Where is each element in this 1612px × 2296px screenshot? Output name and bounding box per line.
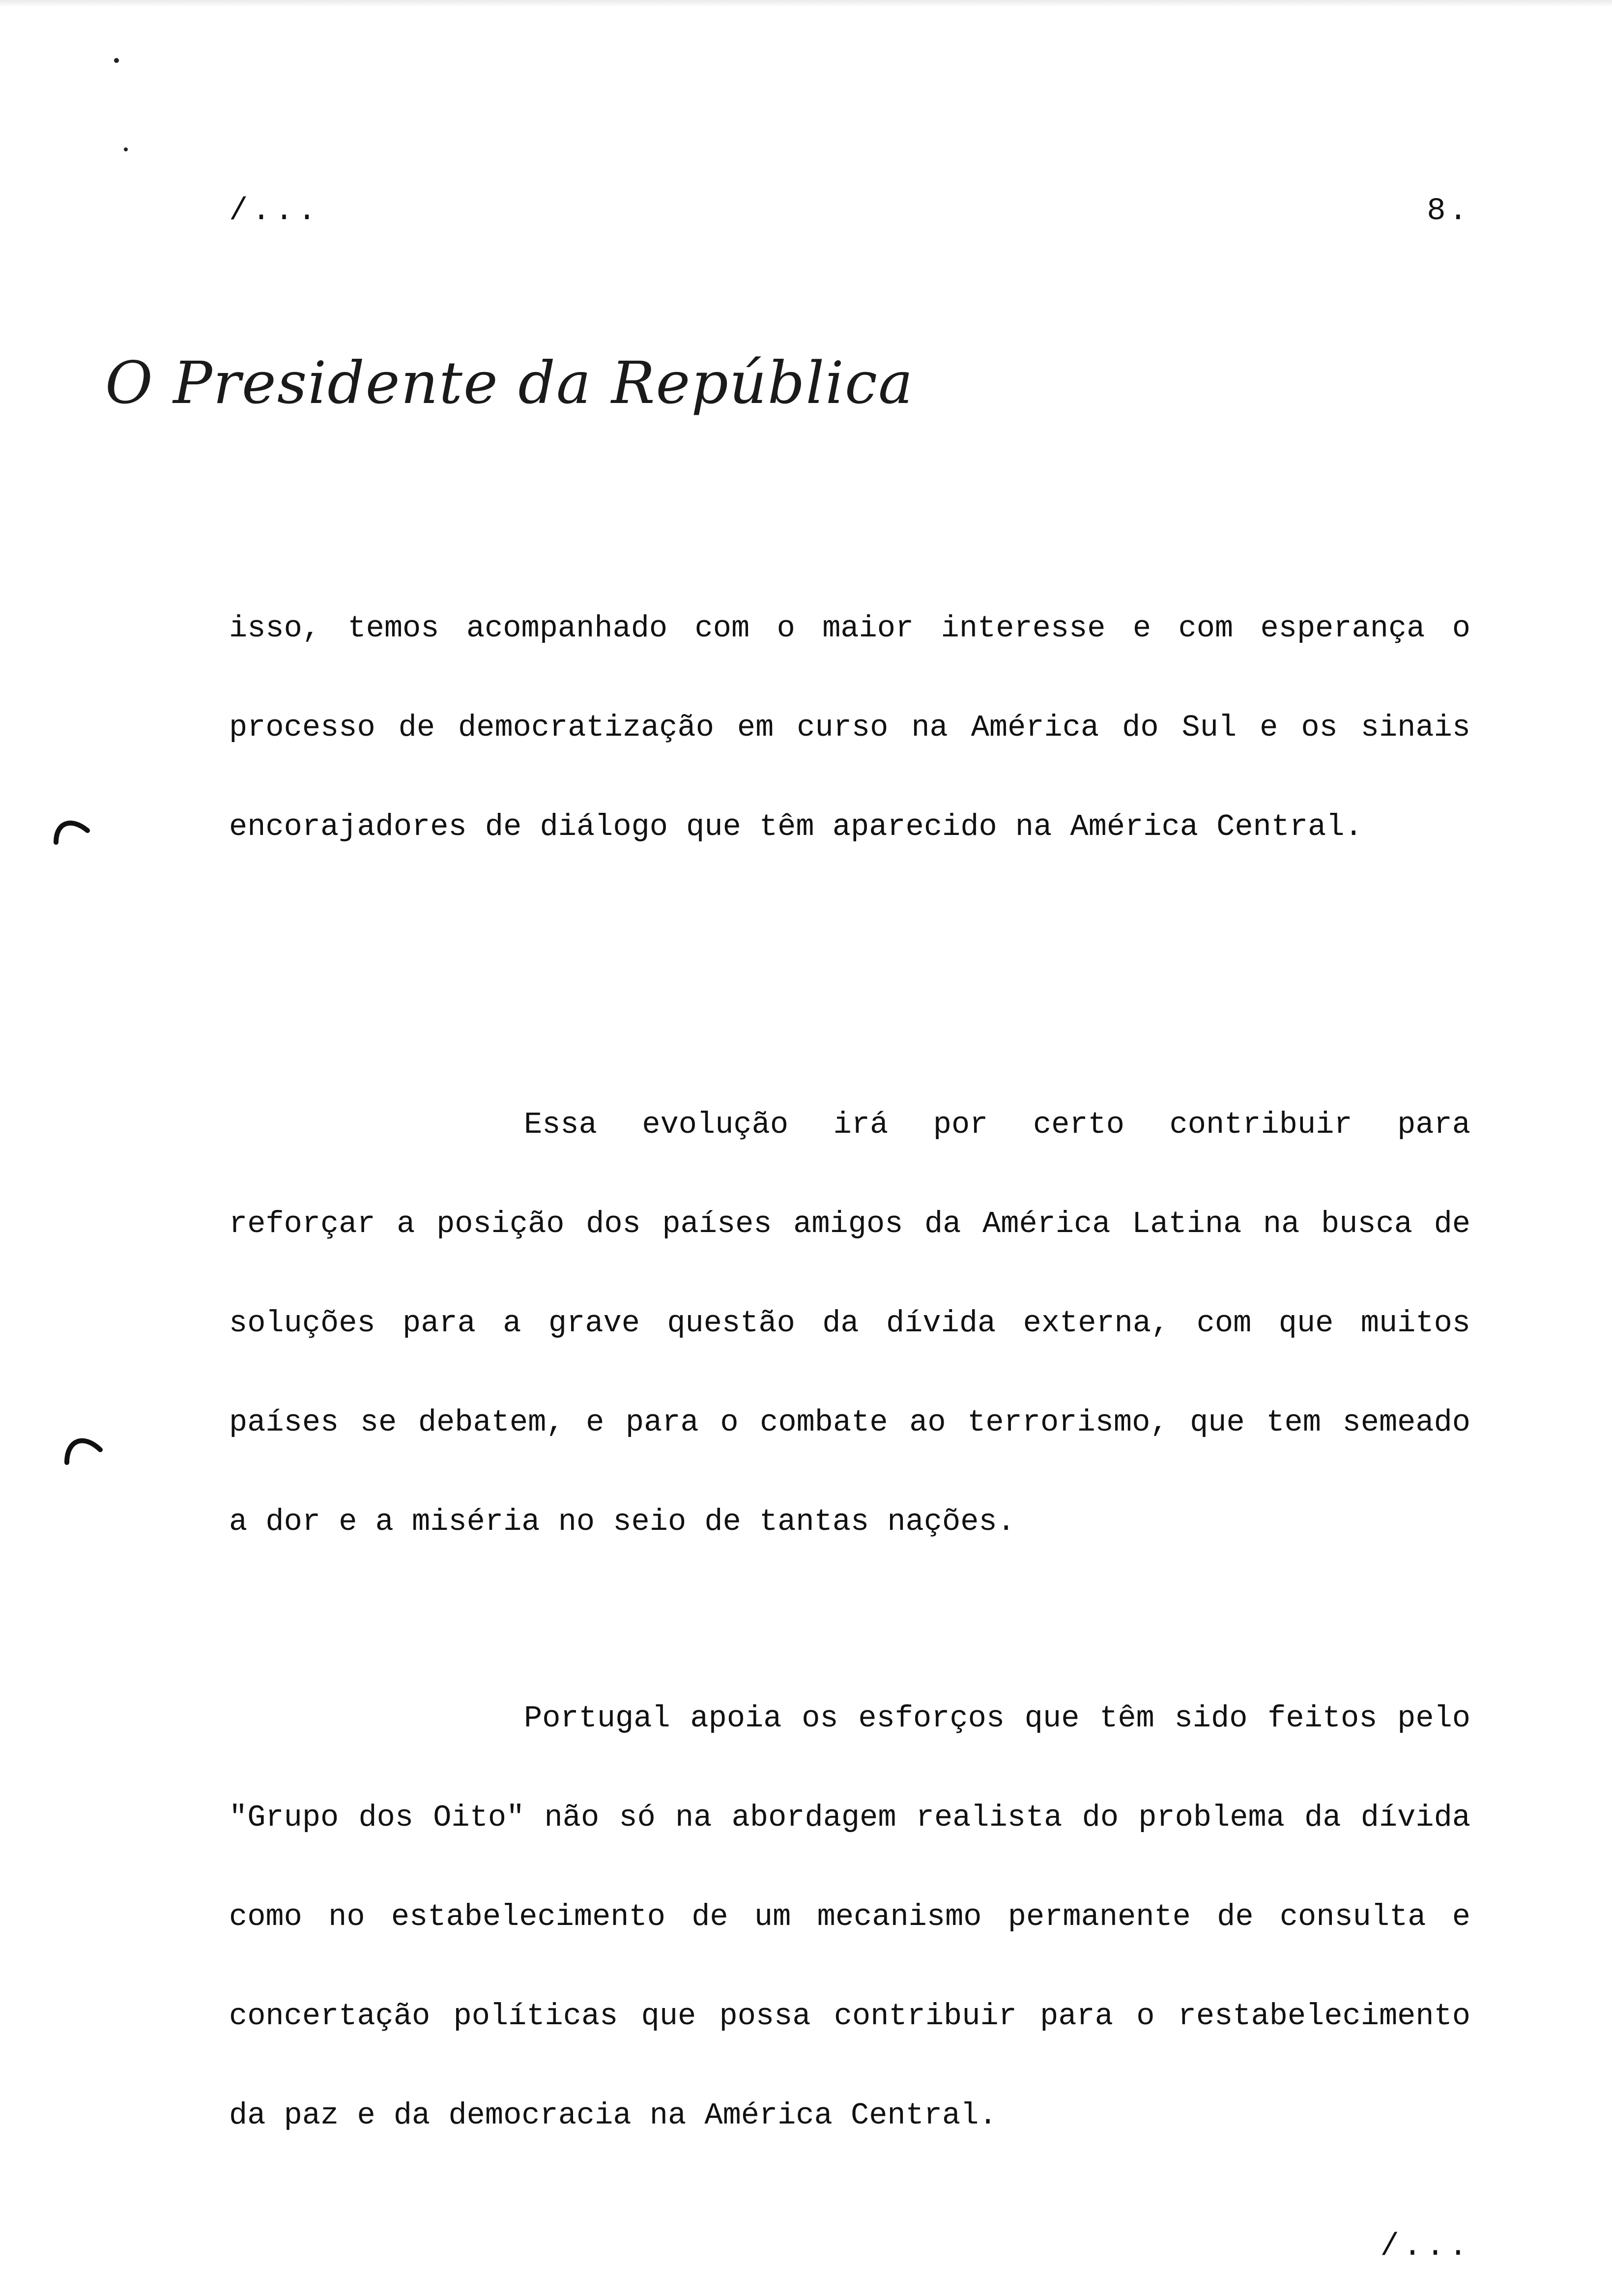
- scan-speck: [114, 58, 119, 63]
- paragraph-text: isso, temos acompanhado com o maior interesse e com esperança o processo de democratização em curso na América do Sul e os sinais encorajadores de diálogo que têm aparecido na América Central.: [229, 611, 1470, 844]
- paragraph-1: [229, 579, 1470, 877]
- paragraph-2: [229, 1075, 1470, 1572]
- paragraph-text: Portugal apoia os esforços que têm sido feitos pelo "Grupo dos Oito" não só na abordagem realista do problema da dívida como no estabelecimento de um mecanismo permanente de consulta e concertação políticas que possa contribuir para o restabelecimento da paz e da democracia na América Central.: [229, 1701, 1470, 2133]
- continuation-mark-bottom: /...: [1380, 2229, 1471, 2265]
- continuation-mark-top: /...: [229, 194, 320, 229]
- page-number: 8.: [1427, 194, 1470, 229]
- scan-speck: [124, 147, 128, 151]
- punch-hole-mark: [63, 1426, 104, 1467]
- scan-edge-shadow: [0, 0, 1612, 7]
- letterhead-title: O Presidente da República: [105, 349, 914, 417]
- punch-hole-mark: [51, 808, 92, 849]
- paragraph-text: Essa evolução irá por certo contribuir para reforçar a posição dos países amigos da América Latina na busca de soluções para a grave questão da dívida externa, com que muitos países se debatem, e para o combate ao terrorismo, que tem semeado a dor e a miséria no seio de tantas nações.: [229, 1107, 1470, 1539]
- paragraph-3: [229, 1669, 1470, 2165]
